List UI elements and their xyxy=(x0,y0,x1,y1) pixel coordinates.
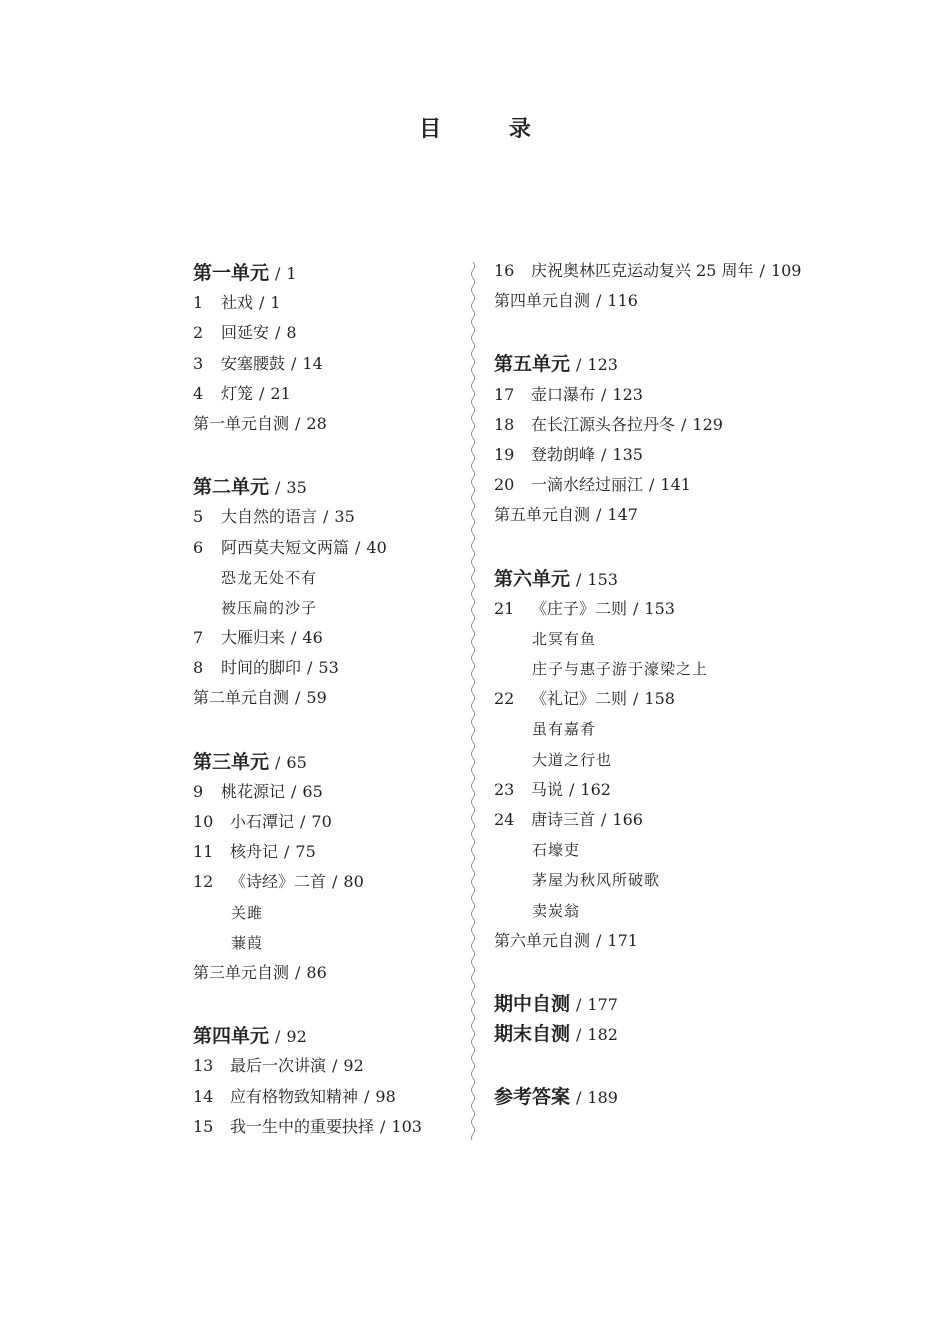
lesson-number: 24 xyxy=(494,810,515,829)
toc-section-heading[interactable] xyxy=(193,747,493,777)
page-separator: / xyxy=(681,414,687,434)
toc-entry[interactable] xyxy=(193,318,493,348)
toc-entry[interactable] xyxy=(193,777,493,807)
page-separator: / xyxy=(601,810,607,829)
page-separator: / xyxy=(576,1025,582,1045)
subtitle-text: 关雎 xyxy=(231,903,264,922)
entry-title: 我一生中的重要抉择 xyxy=(230,1116,375,1136)
subtitle-text: 北冥有鱼 xyxy=(532,629,597,648)
entry-title: 《庄子》二则 xyxy=(531,598,628,618)
lesson-number: 5 xyxy=(193,507,204,527)
lesson-number: 2 xyxy=(193,323,204,343)
entry-title: 一滴水经过丽江 xyxy=(531,475,644,495)
lesson-number: 1 xyxy=(193,293,204,313)
entry-title: 小石潭记 xyxy=(230,812,295,831)
page-separator: / xyxy=(633,598,639,618)
page-separator: / xyxy=(569,779,575,799)
page-separator: / xyxy=(259,383,265,403)
page-number: 153 xyxy=(644,598,675,618)
section-title: 第二单元 xyxy=(193,476,270,499)
page-number: 28 xyxy=(306,413,327,433)
toc-entry[interactable] xyxy=(494,926,794,956)
toc-entry[interactable] xyxy=(193,288,493,318)
section-gap xyxy=(494,531,794,564)
entry-title: 《礼记》二则 xyxy=(531,689,628,709)
page-separator: / xyxy=(596,291,602,311)
entry-title: 社戏 xyxy=(221,293,254,313)
page-separator: / xyxy=(307,658,313,678)
page-number: 80 xyxy=(343,872,364,892)
section-gap xyxy=(193,988,493,1021)
page-separator: / xyxy=(291,628,297,648)
section-title: 期中自测 xyxy=(494,992,571,1015)
page-number: 21 xyxy=(270,383,291,403)
lesson-number: 19 xyxy=(494,444,515,464)
toc-entry[interactable] xyxy=(494,805,794,835)
subtitle-text: 卖炭翁 xyxy=(532,901,581,920)
subtitle-text: 石壕吏 xyxy=(532,841,581,860)
page-number: 53 xyxy=(318,658,339,678)
lesson-number: 4 xyxy=(193,383,204,403)
page-number: 65 xyxy=(302,781,323,801)
toc-entry[interactable] xyxy=(193,533,493,563)
entry-title: 庆祝奥林匹克运动复兴 25 周年 xyxy=(531,261,754,280)
page-separator: / xyxy=(576,1088,582,1108)
section-gap xyxy=(494,316,794,349)
page-number: 65 xyxy=(286,752,307,772)
entry-title: 核舟记 xyxy=(230,842,279,862)
page-separator: / xyxy=(576,569,582,589)
entry-title: 灯笼 xyxy=(221,383,254,403)
entry-title: 第六单元自测 xyxy=(494,930,591,950)
page-separator: / xyxy=(380,1116,386,1136)
toc-section-heading[interactable] xyxy=(193,472,493,502)
toc-entry[interactable] xyxy=(193,623,493,653)
entry-title: 第一单元自测 xyxy=(193,413,290,433)
lesson-number: 15 xyxy=(193,1116,214,1136)
page-number: 14 xyxy=(302,353,323,373)
page-number: 123 xyxy=(612,384,643,404)
page-number: 189 xyxy=(587,1088,618,1108)
lesson-number: 17 xyxy=(494,384,515,404)
section-title: 第五单元 xyxy=(494,353,571,376)
toc-subtitle[interactable] xyxy=(494,624,794,654)
toc-section-heading[interactable] xyxy=(193,258,493,288)
subtitle-text: 茅屋为秋风所破歌 xyxy=(532,871,661,890)
subtitle-text: 蒹葭 xyxy=(231,933,264,952)
page-number: 92 xyxy=(343,1056,364,1076)
toc-entry[interactable] xyxy=(193,379,493,409)
toc-section-heading[interactable] xyxy=(494,349,794,379)
page-number: 35 xyxy=(286,478,307,498)
entry-title: 第四单元自测 xyxy=(494,291,591,311)
toc-entry[interactable] xyxy=(193,807,493,837)
page-separator: / xyxy=(275,478,281,498)
page-separator: / xyxy=(275,752,281,772)
toc-left-column xyxy=(193,258,493,1142)
page-separator: / xyxy=(601,444,607,464)
toc-entry[interactable] xyxy=(494,440,794,470)
toc-subtitle[interactable] xyxy=(193,928,493,958)
toc-entry[interactable] xyxy=(193,1051,493,1081)
entry-title: 应有格物致知精神 xyxy=(230,1086,359,1106)
page-separator: / xyxy=(576,994,582,1014)
page-separator: / xyxy=(601,384,607,404)
lesson-number: 8 xyxy=(193,658,204,678)
column-divider xyxy=(468,262,478,1140)
toc-entry[interactable] xyxy=(193,958,493,988)
lesson-number: 9 xyxy=(193,781,204,801)
page-separator: / xyxy=(295,688,301,708)
page-separator: / xyxy=(364,1086,370,1106)
entry-title: 阿西莫夫短文两篇 xyxy=(221,537,350,557)
page-separator: / xyxy=(291,353,297,373)
lesson-number: 21 xyxy=(494,598,515,618)
entry-title: 《诗经》二首 xyxy=(230,872,327,892)
page-number: 35 xyxy=(334,507,355,527)
lesson-number: 13 xyxy=(193,1056,214,1076)
page-separator: / xyxy=(355,537,361,557)
page-number: 86 xyxy=(306,962,327,982)
page-number: 98 xyxy=(375,1086,396,1106)
section-title: 参考答案 xyxy=(494,1086,571,1109)
page-number: 162 xyxy=(580,779,611,799)
page-number: 123 xyxy=(587,355,618,375)
entry-title: 大自然的语言 xyxy=(221,507,318,527)
toc-subtitle[interactable] xyxy=(494,835,794,865)
entry-title: 安塞腰鼓 xyxy=(221,353,286,373)
page-number: 40 xyxy=(366,537,387,557)
lesson-number: 7 xyxy=(193,628,204,648)
page-number: 46 xyxy=(302,628,323,648)
entry-title: 第五单元自测 xyxy=(494,505,591,525)
entry-title: 回延安 xyxy=(221,323,270,343)
page-number: 75 xyxy=(295,842,316,862)
toc-subtitle[interactable] xyxy=(494,654,794,684)
entry-title: 大雁归来 xyxy=(221,628,286,648)
toc-entry[interactable] xyxy=(494,500,794,530)
toc-entry[interactable] xyxy=(494,684,794,714)
section-title: 期末自测 xyxy=(494,1023,571,1046)
page-number: 59 xyxy=(306,688,327,708)
lesson-number: 11 xyxy=(193,842,214,862)
entry-title: 桃花源记 xyxy=(221,781,286,801)
page-number: 135 xyxy=(612,444,643,464)
entry-title: 最后一次讲演 xyxy=(230,1056,327,1076)
toc-subtitle[interactable] xyxy=(193,563,493,593)
toc-entry[interactable] xyxy=(193,867,493,897)
toc-entry[interactable] xyxy=(494,775,794,805)
toc-section-heading[interactable] xyxy=(494,564,794,594)
section-title: 第六单元 xyxy=(494,567,571,590)
toc-section-heading[interactable] xyxy=(494,1019,794,1049)
section-gap xyxy=(193,439,493,472)
page-separator: / xyxy=(323,507,329,527)
toc-subtitle[interactable] xyxy=(193,898,493,928)
toc-entry[interactable] xyxy=(193,653,493,683)
page-number: 70 xyxy=(311,812,332,831)
page-number: 109 xyxy=(770,261,802,280)
lesson-number: 16 xyxy=(494,261,515,280)
section-title: 第三单元 xyxy=(193,750,270,773)
toc-entry[interactable] xyxy=(494,470,794,500)
toc-section-heading[interactable] xyxy=(193,1021,493,1051)
page-separator: / xyxy=(295,413,301,433)
page-separator: / xyxy=(759,261,765,280)
section-title: 第四单元 xyxy=(193,1025,270,1048)
page-number: 8 xyxy=(286,323,297,343)
subtitle-text: 庄子与惠子游于濠梁之上 xyxy=(532,660,709,679)
toc-entry[interactable] xyxy=(193,409,493,439)
entry-title: 登勃朗峰 xyxy=(531,444,596,464)
page-number: 171 xyxy=(607,930,638,950)
page-separator: / xyxy=(300,812,306,831)
toc-entry[interactable] xyxy=(193,349,493,379)
page-separator: / xyxy=(596,930,602,950)
entry-title: 第三单元自测 xyxy=(193,962,290,982)
section-gap xyxy=(494,1049,794,1082)
lesson-number: 22 xyxy=(494,689,515,709)
page-separator: / xyxy=(295,962,301,982)
toc-entry[interactable] xyxy=(494,410,794,440)
page-separator: / xyxy=(275,323,281,343)
page-number: 158 xyxy=(644,689,675,709)
toc-entry[interactable] xyxy=(193,502,493,532)
page-number: 147 xyxy=(607,505,638,525)
section-gap xyxy=(494,956,794,989)
toc-entry[interactable] xyxy=(193,683,493,713)
lesson-number: 10 xyxy=(193,812,214,831)
page-number: 92 xyxy=(286,1027,307,1047)
lesson-number: 12 xyxy=(193,872,214,892)
subtitle-text: 被压扁的沙子 xyxy=(221,598,318,617)
lesson-number: 3 xyxy=(193,353,204,373)
toc-entry[interactable] xyxy=(494,380,794,410)
subtitle-text: 虽有嘉肴 xyxy=(532,720,597,739)
page-separator: / xyxy=(576,355,582,375)
toc-section-heading[interactable] xyxy=(494,1082,794,1112)
toc-entry[interactable] xyxy=(193,1082,493,1112)
page-number: 153 xyxy=(587,569,618,589)
toc-section-heading[interactable] xyxy=(494,989,794,1019)
section-title: 第一单元 xyxy=(193,262,270,284)
entry-title: 马说 xyxy=(531,779,564,799)
page-separator: / xyxy=(275,264,281,283)
page-separator: / xyxy=(275,1027,281,1047)
page-separator: / xyxy=(596,505,602,525)
entry-title: 时间的脚印 xyxy=(221,658,302,678)
page-number: 177 xyxy=(587,994,618,1014)
entry-title: 第二单元自测 xyxy=(193,688,290,708)
subtitle-text: 恐龙无处不有 xyxy=(221,568,318,587)
toc-entry[interactable] xyxy=(494,286,794,316)
page-number: 1 xyxy=(270,293,281,313)
toc-subtitle[interactable] xyxy=(193,593,493,623)
page-separator: / xyxy=(633,689,639,709)
toc-subtitle[interactable] xyxy=(494,714,794,744)
entry-title: 唐诗三首 xyxy=(531,810,596,829)
page-number: 182 xyxy=(587,1025,618,1045)
lesson-number: 18 xyxy=(494,414,515,434)
lesson-number: 14 xyxy=(193,1086,214,1106)
subtitle-text: 大道之行也 xyxy=(532,750,613,769)
page-title: 目 录 xyxy=(419,117,561,142)
lesson-number: 23 xyxy=(494,779,515,799)
toc-right-column xyxy=(494,256,802,1113)
page-separator: / xyxy=(291,781,297,801)
page-separator: / xyxy=(332,1056,338,1076)
lesson-number: 20 xyxy=(494,475,515,495)
entry-title: 壶口瀑布 xyxy=(531,384,596,404)
lesson-number: 6 xyxy=(193,537,204,557)
page-separator: / xyxy=(649,475,655,495)
toc-subtitle[interactable] xyxy=(494,896,794,926)
entry-title: 在长江源头各拉丹冬 xyxy=(531,414,676,434)
page-number: 116 xyxy=(607,291,638,311)
page-number: 103 xyxy=(391,1116,422,1136)
toc-subtitle[interactable] xyxy=(494,865,794,895)
section-gap xyxy=(193,714,493,747)
toc-entry[interactable] xyxy=(494,594,794,624)
toc-entry[interactable] xyxy=(193,1112,493,1142)
toc-subtitle[interactable] xyxy=(494,745,794,775)
page-number: 166 xyxy=(612,810,643,829)
toc-entry[interactable] xyxy=(494,256,802,286)
page-separator: / xyxy=(284,842,290,862)
page-separator: / xyxy=(259,293,265,313)
toc-entry[interactable] xyxy=(193,837,493,867)
page-number: 1 xyxy=(286,264,297,283)
page-separator: / xyxy=(332,872,338,892)
page-number: 141 xyxy=(660,475,691,495)
page-number: 129 xyxy=(692,414,723,434)
